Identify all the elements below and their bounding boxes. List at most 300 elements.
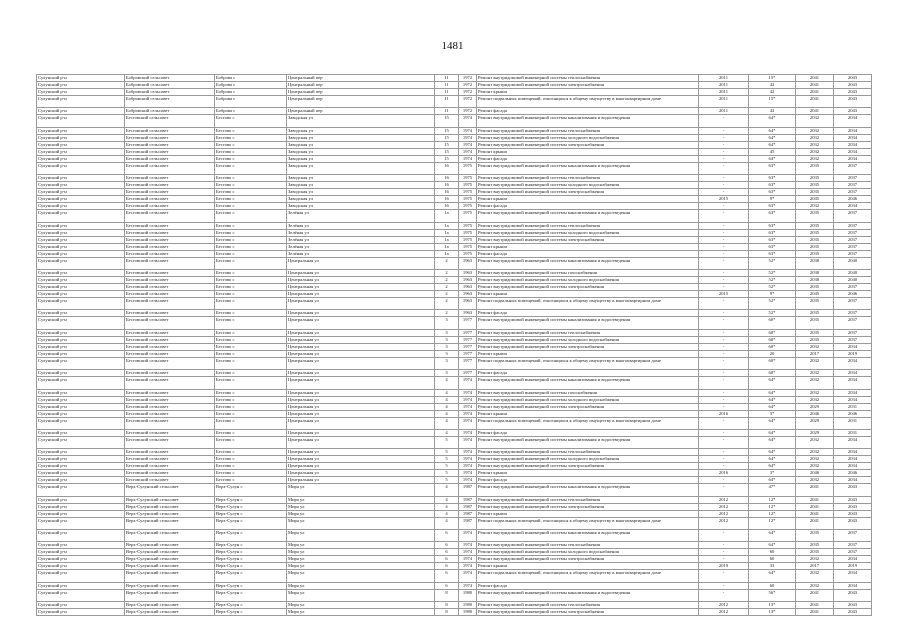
- cell-street: Заводская ул: [287, 141, 435, 148]
- cell-locality: Бесгово с: [215, 396, 287, 403]
- cell-locality: Бесгово с: [215, 203, 287, 210]
- cell-work-type: Ремонт внутридомовой инженерной системы электроснабжения: [477, 283, 699, 290]
- cell-street: Заводская ул: [287, 127, 435, 134]
- cell-house: 1а: [435, 210, 459, 222]
- cell-settlement: Бесговский сельсовет: [125, 429, 215, 436]
- cell-wear: 64*: [749, 463, 796, 470]
- cell-house: 15: [435, 141, 459, 148]
- cell-last-repair-year: -: [699, 389, 749, 396]
- repair-schedule-table-wrap: [36, 74, 871, 616]
- cell-built-year: 1963: [459, 276, 477, 283]
- cell-settlement: Бесговский сельсовет: [125, 456, 215, 463]
- cell-locality: Боброва с: [215, 96, 287, 108]
- cell-built-year: 1972: [459, 96, 477, 108]
- cell-built-year: 1977: [459, 370, 477, 377]
- cell-locality: Бесгово с: [215, 370, 287, 377]
- cell-house: 8: [435, 609, 459, 616]
- cell-wear: 64*: [749, 141, 796, 148]
- cell-last-repair-year: -: [699, 148, 749, 155]
- cell-settlement: Бесговский сельсовет: [125, 115, 215, 127]
- cell-plan-start: 2035: [796, 297, 834, 309]
- cell-plan-end: 2043: [834, 510, 872, 517]
- cell-built-year: 1963: [459, 269, 477, 276]
- cell-built-year: 1980: [459, 602, 477, 609]
- cell-plan-end: 2034: [834, 127, 872, 134]
- cell-built-year: 1975: [459, 236, 477, 243]
- cell-work-type: Ремонт внутридомовой инженерной системы электроснабжения: [477, 189, 699, 196]
- cell-wear: 63*: [749, 182, 796, 189]
- cell-settlement: Бесговский сельсовет: [125, 141, 215, 148]
- cell-district: Сулунский р-н: [37, 276, 125, 283]
- cell-street: Заводская ул: [287, 196, 435, 203]
- table-row: [37, 357, 872, 369]
- cell-locality: Бесгово с: [215, 343, 287, 350]
- cell-locality: Бесгово с: [215, 283, 287, 290]
- cell-wear: 13*: [749, 602, 796, 609]
- cell-plan-start: 2035: [796, 175, 834, 182]
- cell-built-year: 1963: [459, 283, 477, 290]
- cell-plan-end: 2034: [834, 456, 872, 463]
- cell-built-year: 1974: [459, 115, 477, 127]
- cell-locality: Бесгово с: [215, 456, 287, 463]
- cell-locality: Бесгово с: [215, 463, 287, 470]
- cell-house: 4: [435, 503, 459, 510]
- cell-locality: Бесгово с: [215, 210, 287, 222]
- cell-settlement: Верх-Сулунский сельсовет: [125, 589, 215, 601]
- cell-built-year: 1977: [459, 343, 477, 350]
- cell-wear: 12*: [749, 517, 796, 529]
- cell-plan-start: 2041: [796, 96, 834, 108]
- cell-district: Сулунский р-н: [37, 484, 125, 496]
- cell-wear: 64*: [749, 396, 796, 403]
- cell-work-type: Ремонт внутридомовой инженерной системы электроснабжения: [477, 556, 699, 563]
- cell-house: 1а: [435, 250, 459, 257]
- cell-street: Центральная ул: [287, 429, 435, 436]
- cell-wear: 64*: [749, 155, 796, 162]
- cell-built-year: 1963: [459, 290, 477, 297]
- cell-street: Мира ул: [287, 556, 435, 563]
- table-row: [37, 410, 872, 417]
- cell-plan-start: 2035: [796, 336, 834, 343]
- cell-locality: Бесгово с: [215, 189, 287, 196]
- cell-street: Центральный пер: [287, 89, 435, 96]
- cell-plan-start: 2041: [796, 609, 834, 616]
- cell-settlement: Бесговский сельсовет: [125, 396, 215, 403]
- cell-plan-start: 2035: [796, 317, 834, 329]
- table-row: [37, 389, 872, 396]
- cell-wear: 64*: [749, 127, 796, 134]
- cell-settlement: Бесговский сельсовет: [125, 155, 215, 162]
- cell-plan-start: 2038: [796, 269, 834, 276]
- cell-settlement: Бесговский сельсовет: [125, 276, 215, 283]
- cell-settlement: Бесговский сельсовет: [125, 470, 215, 477]
- table-row: [37, 134, 872, 141]
- cell-last-repair-year: -: [699, 436, 749, 448]
- cell-built-year: 1977: [459, 336, 477, 343]
- cell-work-type: Ремонт фасада: [477, 477, 699, 484]
- cell-last-repair-year: -: [699, 283, 749, 290]
- cell-wear: 64*: [749, 456, 796, 463]
- cell-street: Центральная ул: [287, 389, 435, 396]
- cell-last-repair-year: -: [699, 530, 749, 542]
- cell-built-year: 1987: [459, 517, 477, 529]
- cell-built-year: 1975: [459, 203, 477, 210]
- cell-work-type: Ремонт внутридомовой инженерной системы канализования и водоотведения: [477, 484, 699, 496]
- cell-work-type: Ремонт внутридомовой инженерной системы канализования и водоотведения: [477, 377, 699, 389]
- table-row: [37, 196, 872, 203]
- cell-wear: 60*: [749, 370, 796, 377]
- cell-district: Сулунский р-н: [37, 82, 125, 89]
- cell-house: 8: [435, 602, 459, 609]
- cell-plan-start: 2045: [796, 290, 834, 297]
- cell-district: Сулунский р-н: [37, 317, 125, 329]
- cell-last-repair-year: -: [699, 417, 749, 429]
- table-row: [37, 542, 872, 549]
- cell-house: 16: [435, 175, 459, 182]
- cell-work-type: Ремонт внутридомовой инженерной системы холодного водоснабжения: [477, 456, 699, 463]
- cell-settlement: Бесговский сельсовет: [125, 417, 215, 429]
- cell-built-year: 1974: [459, 542, 477, 549]
- table-row: [37, 510, 872, 517]
- cell-built-year: 1974: [459, 141, 477, 148]
- table-row: [37, 370, 872, 377]
- cell-last-repair-year: 2015: [699, 290, 749, 297]
- cell-house: 6: [435, 530, 459, 542]
- cell-locality: Бесгово с: [215, 141, 287, 148]
- cell-wear: 60*: [749, 317, 796, 329]
- cell-last-repair-year: -: [699, 343, 749, 350]
- cell-built-year: 1977: [459, 329, 477, 336]
- cell-settlement: Верх-Сулунский сельсовет: [125, 530, 215, 542]
- cell-locality: Бесгово с: [215, 417, 287, 429]
- cell-house: 4: [435, 377, 459, 389]
- cell-work-type: Ремонт фасада: [477, 582, 699, 589]
- cell-district: Сулунский р-н: [37, 115, 125, 127]
- cell-street: Мира ул: [287, 609, 435, 616]
- cell-street: Заводская ул: [287, 203, 435, 210]
- cell-district: Сулунский р-н: [37, 350, 125, 357]
- cell-work-type: Ремонт фасада: [477, 310, 699, 317]
- cell-street: Мира ул: [287, 542, 435, 549]
- cell-wear: 60*: [749, 336, 796, 343]
- cell-work-type: Ремонт внутридомовой инженерной системы теплоснабжения: [477, 449, 699, 456]
- cell-wear: 52*: [749, 310, 796, 317]
- cell-built-year: 1974: [459, 389, 477, 396]
- table-row: [37, 210, 872, 222]
- cell-street: Зелёная ул: [287, 229, 435, 236]
- cell-locality: Верх-Сулун с: [215, 570, 287, 582]
- cell-wear: 64*: [749, 134, 796, 141]
- cell-street: Зелёная ул: [287, 210, 435, 222]
- cell-settlement: Бесговский сельсовет: [125, 297, 215, 309]
- cell-work-type: Ремонт внутридомовой инженерной системы канализования и водоотведения: [477, 257, 699, 269]
- cell-district: Сулунский р-н: [37, 496, 125, 503]
- cell-last-repair-year: -: [699, 556, 749, 563]
- cell-district: Сулунский р-н: [37, 269, 125, 276]
- cell-last-repair-year: -: [699, 175, 749, 182]
- cell-work-type: Ремонт внутридомовой инженерной системы теплоснабжения: [477, 496, 699, 503]
- cell-locality: Бесгово с: [215, 127, 287, 134]
- cell-work-type: Ремонт внутридомовой инженерной системы электроснабжения: [477, 343, 699, 350]
- cell-work-type: Ремонт внутридомовой инженерной системы холодного водоснабжения: [477, 396, 699, 403]
- cell-street: Центральная ул: [287, 470, 435, 477]
- cell-locality: Бесгово с: [215, 377, 287, 389]
- cell-work-type: Ремонт внутридомовой инженерной системы холодного водоснабжения: [477, 276, 699, 283]
- cell-work-type: Ремонт подвальных помещений, относящихся к общему имуществу в многоквартирном доме: [477, 357, 699, 369]
- table-row: [37, 297, 872, 309]
- cell-plan-end: 2046: [834, 196, 872, 203]
- cell-district: Сулунский р-н: [37, 155, 125, 162]
- cell-plan-start: 2035: [796, 250, 834, 257]
- cell-district: Сулунский р-н: [37, 236, 125, 243]
- cell-plan-start: 2032: [796, 148, 834, 155]
- cell-house: 16: [435, 182, 459, 189]
- cell-district: Сулунский р-н: [37, 556, 125, 563]
- cell-district: Сулунский р-н: [37, 243, 125, 250]
- cell-street: Центральная ул: [287, 403, 435, 410]
- cell-built-year: 1975: [459, 222, 477, 229]
- cell-work-type: Ремонт внутридомовой инженерной системы холодного водоснабжения: [477, 336, 699, 343]
- cell-built-year: 1975: [459, 250, 477, 257]
- cell-house: 4: [435, 517, 459, 529]
- cell-work-type: Ремонт внутридомовой инженерной системы канализования и водоотведения: [477, 115, 699, 127]
- cell-street: Заводская ул: [287, 182, 435, 189]
- cell-district: Сулунский р-н: [37, 250, 125, 257]
- cell-street: Центральная ул: [287, 449, 435, 456]
- cell-district: Сулунский р-н: [37, 463, 125, 470]
- cell-wear: 64*: [749, 477, 796, 484]
- cell-locality: Бесгово с: [215, 436, 287, 448]
- cell-built-year: 1974: [459, 570, 477, 582]
- table-row: [37, 470, 872, 477]
- cell-district: Сулунский р-н: [37, 175, 125, 182]
- cell-work-type: Ремонт внутридомовой инженерной системы канализования и водоотведения: [477, 589, 699, 601]
- cell-plan-end: 2037: [834, 283, 872, 290]
- cell-wear: 63*: [749, 175, 796, 182]
- table-row: [37, 148, 872, 155]
- cell-settlement: Бесговский сельсовет: [125, 269, 215, 276]
- cell-wear: 42: [749, 108, 796, 115]
- table-row: [37, 155, 872, 162]
- cell-settlement: Бесговский сельсовет: [125, 182, 215, 189]
- cell-work-type: Ремонт крыши: [477, 563, 699, 570]
- cell-house: 6: [435, 570, 459, 582]
- cell-work-type: Ремонт внутридомовой инженерной системы холодного водоснабжения: [477, 549, 699, 556]
- cell-plan-end: 2046: [834, 290, 872, 297]
- table-row: [37, 127, 872, 134]
- cell-wear: 63*: [749, 210, 796, 222]
- cell-plan-end: 2043: [834, 89, 872, 96]
- cell-district: Сулунский р-н: [37, 470, 125, 477]
- cell-settlement: Верх-Сулунский сельсовет: [125, 503, 215, 510]
- cell-settlement: Бесговский сельсовет: [125, 162, 215, 174]
- cell-house: 1а: [435, 229, 459, 236]
- cell-street: Центральная ул: [287, 456, 435, 463]
- cell-plan-end: 2037: [834, 297, 872, 309]
- cell-built-year: 1974: [459, 417, 477, 429]
- cell-house: 4: [435, 403, 459, 410]
- cell-settlement: Бесговский сельсовет: [125, 343, 215, 350]
- cell-street: Центральная ул: [287, 350, 435, 357]
- cell-district: Сулунский р-н: [37, 477, 125, 484]
- cell-settlement: Верх-Сулунский сельсовет: [125, 556, 215, 563]
- cell-district: Сулунский р-н: [37, 582, 125, 589]
- cell-last-repair-year: 2011: [699, 82, 749, 89]
- cell-street: Мира ул: [287, 563, 435, 570]
- cell-house: 11: [435, 89, 459, 96]
- cell-plan-start: 2032: [796, 449, 834, 456]
- cell-house: 5: [435, 436, 459, 448]
- cell-plan-start: 2041: [796, 602, 834, 609]
- cell-plan-start: 2035: [796, 243, 834, 250]
- cell-settlement: Верх-Сулунский сельсовет: [125, 582, 215, 589]
- cell-work-type: Ремонт внутридомовой инженерной системы канализования и водоотведения: [477, 162, 699, 174]
- cell-locality: Верх-Сулун с: [215, 602, 287, 609]
- cell-last-repair-year: -: [699, 269, 749, 276]
- cell-wear: 47*: [749, 484, 796, 496]
- cell-plan-end: 2034: [834, 148, 872, 155]
- cell-plan-start: 2032: [796, 463, 834, 470]
- table-row: [37, 115, 872, 127]
- cell-settlement: Бесговский сельсовет: [125, 257, 215, 269]
- cell-last-repair-year: -: [699, 236, 749, 243]
- cell-last-repair-year: -: [699, 377, 749, 389]
- table-row: [37, 229, 872, 236]
- cell-work-type: Ремонт фасада: [477, 429, 699, 436]
- cell-settlement: Бесговский сельсовет: [125, 222, 215, 229]
- cell-house: 6: [435, 563, 459, 570]
- cell-settlement: Бесговский сельсовет: [125, 477, 215, 484]
- cell-locality: Бесгово с: [215, 276, 287, 283]
- cell-last-repair-year: -: [699, 243, 749, 250]
- table-row: [37, 429, 872, 436]
- cell-plan-start: 2035: [796, 182, 834, 189]
- cell-built-year: 1974: [459, 463, 477, 470]
- cell-wear: 60: [749, 582, 796, 589]
- cell-district: Сулунский р-н: [37, 609, 125, 616]
- cell-district: Сулунский р-н: [37, 429, 125, 436]
- cell-locality: Бесгово с: [215, 269, 287, 276]
- cell-plan-end: 2043: [834, 517, 872, 529]
- cell-wear: 52*: [749, 257, 796, 269]
- cell-settlement: Бесговский сельсовет: [125, 229, 215, 236]
- cell-wear: 63*: [749, 162, 796, 174]
- cell-locality: Бесгово с: [215, 403, 287, 410]
- page-number: 1481: [441, 40, 464, 52]
- cell-last-repair-year: 2012: [699, 517, 749, 529]
- cell-built-year: 1980: [459, 609, 477, 616]
- cell-district: Сулунский р-н: [37, 530, 125, 542]
- cell-plan-start: 2041: [796, 510, 834, 517]
- cell-house: 6: [435, 549, 459, 556]
- cell-plan-end: 2037: [834, 250, 872, 257]
- cell-plan-start: 2046: [796, 410, 834, 417]
- cell-house: 4: [435, 510, 459, 517]
- cell-district: Сулунский р-н: [37, 377, 125, 389]
- cell-plan-end: 2034: [834, 357, 872, 369]
- table-row: [37, 236, 872, 243]
- cell-plan-end: 2037: [834, 210, 872, 222]
- cell-work-type: Ремонт подвальных помещений, относящихся к общему имуществу в многоквартирном доме: [477, 570, 699, 582]
- cell-last-repair-year: -: [699, 189, 749, 196]
- table-row: [37, 336, 872, 343]
- cell-locality: Бесгово с: [215, 162, 287, 174]
- table-row: [37, 162, 872, 174]
- cell-last-repair-year: -: [699, 127, 749, 134]
- cell-last-repair-year: -: [699, 396, 749, 403]
- cell-built-year: 1974: [459, 127, 477, 134]
- cell-house: 2: [435, 269, 459, 276]
- cell-plan-start: 2041: [796, 484, 834, 496]
- table-row: [37, 283, 872, 290]
- cell-locality: Бесгово с: [215, 148, 287, 155]
- cell-district: Сулунский р-н: [37, 410, 125, 417]
- cell-plan-end: 2019: [834, 350, 872, 357]
- cell-house: 4: [435, 417, 459, 429]
- cell-built-year: 1974: [459, 155, 477, 162]
- cell-settlement: Бесговский сельсовет: [125, 175, 215, 182]
- cell-last-repair-year: -: [699, 155, 749, 162]
- cell-wear: 63*: [749, 229, 796, 236]
- cell-plan-end: 2034: [834, 436, 872, 448]
- cell-plan-end: 2034: [834, 141, 872, 148]
- cell-plan-start: 2038: [796, 257, 834, 269]
- cell-house: 3: [435, 317, 459, 329]
- cell-plan-start: 2035: [796, 549, 834, 556]
- cell-plan-end: 2034: [834, 115, 872, 127]
- table-row: [37, 403, 872, 410]
- cell-district: Сулунский р-н: [37, 203, 125, 210]
- cell-plan-start: 2041: [796, 89, 834, 96]
- cell-house: 5: [435, 470, 459, 477]
- cell-house: 2: [435, 283, 459, 290]
- cell-house: 1а: [435, 236, 459, 243]
- table-row: [37, 175, 872, 182]
- cell-wear: 56*: [749, 589, 796, 601]
- cell-locality: Боброва с: [215, 75, 287, 82]
- cell-plan-start: 2041: [796, 503, 834, 510]
- cell-street: Мира ул: [287, 530, 435, 542]
- cell-locality: Бесгово с: [215, 243, 287, 250]
- cell-street: Мира ул: [287, 602, 435, 609]
- cell-street: Центральная ул: [287, 329, 435, 336]
- table-row: [37, 496, 872, 503]
- cell-wear: 15*: [749, 96, 796, 108]
- cell-wear: 63*: [749, 203, 796, 210]
- cell-wear: 64*: [749, 403, 796, 410]
- cell-settlement: Бесговский сельсовет: [125, 336, 215, 343]
- table-row: [37, 243, 872, 250]
- cell-settlement: Бобровский сельсовет: [125, 108, 215, 115]
- cell-street: Центральная ул: [287, 317, 435, 329]
- cell-built-year: 1974: [459, 530, 477, 542]
- cell-wear: 60*: [749, 357, 796, 369]
- cell-house: 5: [435, 477, 459, 484]
- cell-wear: 15*: [749, 75, 796, 82]
- table-body: [37, 75, 872, 616]
- cell-last-repair-year: -: [699, 115, 749, 127]
- cell-district: Сулунский р-н: [37, 389, 125, 396]
- cell-locality: Бесгово с: [215, 222, 287, 229]
- cell-settlement: Бесговский сельсовет: [125, 436, 215, 448]
- cell-house: 4: [435, 389, 459, 396]
- cell-house: 2: [435, 257, 459, 269]
- table-row: [37, 290, 872, 297]
- cell-house: 6: [435, 582, 459, 589]
- cell-last-repair-year: -: [699, 449, 749, 456]
- cell-wear: 52*: [749, 283, 796, 290]
- cell-locality: Бесгово с: [215, 317, 287, 329]
